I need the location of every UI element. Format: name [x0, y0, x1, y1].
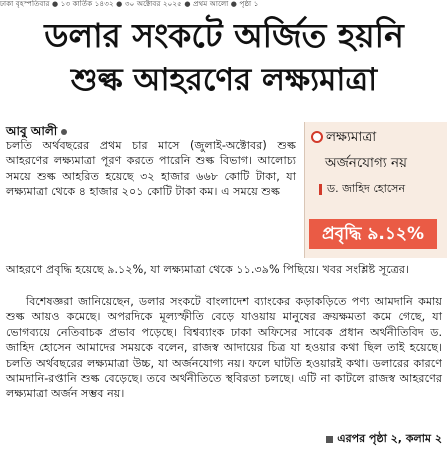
body-paragraph: বিশেষজ্ঞরা জানিয়েছেন, ডলার সংকটে বাংলাদেশ ব্যাংকের কড়াকড়িতে পণ্য আমদানি কমায় শুল্ক আয়ও কমেছে। অপরদিকে মূল্যস্ফীতি বেড়ে যাওয়ায় মানুষের ক্রয়ক্ষমতা কমে গেছে, যা ভোগব্যয়ে নেতিবাচক প্রভাব পড়েছে। বিশ্বব্যাংক ঢাকা অফিসের সাবেক প্রধান অর্থনীতিবিদ ড. জাহিদ হোসেন আমাদের সময়কে বলেন, রাজস্ব আদায়ের চিত্র যা হওয়ার কথা ছিল তাই হয়েছে। চলতি অর্থবছরের লক্ষ্যমাত্রা উচ্চ, যা অর্জনযোগ্য নয়। ফলে ঘাটতি হওয়ারই কথা। ডলারের কারণে আমদানি-রপ্তানি শুল্ক বেড়েছে। তবে অর্থনীতিতে স্থবিরতা চলছে। এটি না কাটলে রাজস্ব আহরণের লক্ষ্যমাত্রা অর্জন সম্ভব নয়। — [6, 295, 442, 401]
pull-quote-line-1-text: লক্ষ্যমাত্রা — [326, 129, 377, 145]
continued-note[interactable] — [326, 430, 442, 449]
square-bullet-icon — [326, 436, 333, 443]
lead-paragraph: চলতি অর্থবছরের প্রথম চার মাসে (জুলাই-অক্টোবর) শুল্ক আহরণের লক্ষ্যমাত্রা পূরণ করতে পারেনি শুল্ক বিভাগ। আলোচ্য সময়ে শুল্ক আহরিত হয়েছে ৩২ হাজার ৬৬৮ কোটি টাকা, যা লক্ষ্যমাত্রা থেকে ৪ হাজার ২০১ কোটি টাকা কম। এ সময়ে শুল্ক — [6, 139, 296, 199]
ring-icon — [311, 131, 323, 143]
pull-quote-line-2: অর্জনযোগ্য নয় — [325, 155, 408, 171]
headline-line-2: শুল্ক আহরণের লক্ষ্যমাত্রা — [70, 62, 378, 98]
bar-icon — [319, 184, 322, 195]
continued-note-text: এরপর পৃষ্ঠা ২, কলাম ২ — [337, 432, 442, 445]
growth-badge: প্রবৃদ্ধি ৯.১২% — [309, 219, 437, 249]
lead-paragraph-continued: আহরণে প্রবৃদ্ধি হয়েছে ৯.১২%, যা লক্ষ্যমাত্রা থেকে ১১.৩৯% পিছিয়ে। খবর সংশ্লিষ্ট সূত্রের। — [6, 263, 410, 276]
pull-quote-author-name: ড. জাহিদ হোসেন — [327, 182, 406, 195]
bullet-icon — [61, 129, 67, 135]
headline-line-1: ডলার সংকটে অর্জিত হয়নি — [44, 16, 404, 55]
headline — [0, 14, 448, 102]
pull-quote-author — [319, 182, 405, 196]
page-header-strip: ঢাকা বৃহস্পতিবার ● ১৩ কার্তিক ১৪৩২ ● ৩০ অক্টোবর ২০২৫ ● প্রথম আলো ● পৃষ্ঠা ১ — [0, 0, 259, 8]
pull-quote-line-1 — [311, 128, 376, 146]
byline-name: আবু আলী — [6, 124, 58, 138]
